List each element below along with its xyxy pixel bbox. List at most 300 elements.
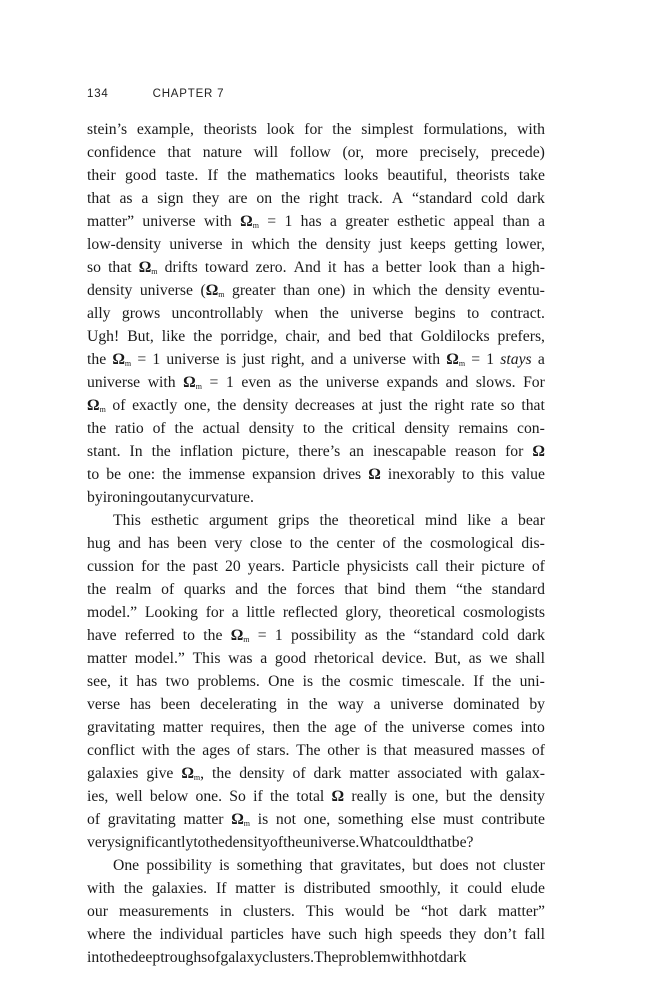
text-line (87, 325, 545, 348)
text: galaxies (87, 765, 139, 782)
text: slows. (475, 374, 516, 391)
text: to (466, 305, 480, 322)
word (231, 808, 250, 831)
word (242, 440, 289, 463)
word (473, 716, 513, 739)
word (538, 210, 545, 233)
text: have (87, 627, 117, 644)
text: verse (87, 696, 121, 713)
text: could (393, 834, 429, 851)
word (211, 716, 265, 739)
word (446, 785, 466, 808)
word (166, 670, 190, 693)
text: What (359, 834, 394, 851)
text-line (87, 555, 545, 578)
text: age (334, 719, 357, 736)
text: the (87, 351, 107, 368)
word (87, 141, 156, 164)
word (292, 555, 340, 578)
word (310, 532, 329, 555)
text: In (129, 443, 143, 460)
text: matter (87, 650, 128, 667)
text: The (296, 742, 321, 759)
text: critical (351, 420, 396, 437)
text: as (364, 627, 378, 644)
word (296, 578, 334, 601)
text: the (176, 742, 196, 759)
text: dominated (453, 696, 520, 713)
word (87, 233, 161, 256)
word (87, 693, 120, 716)
word (87, 601, 137, 624)
text: stant. (87, 443, 121, 460)
word (106, 463, 121, 486)
text-line (87, 946, 545, 969)
word (498, 325, 545, 348)
text: matter” (497, 903, 545, 920)
word (521, 532, 545, 555)
text: contract. (490, 305, 545, 322)
word (258, 624, 267, 647)
text: like (467, 512, 491, 529)
text: right (309, 190, 339, 207)
word (388, 463, 455, 486)
word (252, 463, 316, 486)
text: that (428, 834, 452, 851)
text: they (192, 190, 220, 207)
text: forces (296, 581, 335, 598)
word (87, 394, 106, 417)
word (130, 693, 151, 716)
text: problem (338, 949, 391, 966)
text: to (193, 834, 206, 851)
text: of (292, 765, 306, 782)
word (174, 417, 193, 440)
text: density (404, 420, 450, 437)
word (87, 164, 116, 187)
word (410, 233, 446, 256)
text: reason (455, 443, 497, 460)
word (165, 256, 198, 279)
word (116, 578, 152, 601)
text: the (193, 328, 213, 345)
text: rhetorical (313, 650, 375, 667)
word (87, 762, 138, 785)
text: a (329, 213, 337, 230)
text-line (87, 210, 545, 233)
text-line (87, 785, 545, 808)
text: than (463, 259, 491, 276)
text: with (412, 351, 441, 368)
text: is (284, 880, 295, 897)
text: the (319, 512, 339, 529)
text-line (87, 279, 545, 302)
word (326, 371, 379, 394)
text: requires, (210, 719, 265, 736)
text: greater (231, 282, 276, 299)
word (503, 210, 530, 233)
word (274, 302, 308, 325)
word (393, 831, 428, 854)
text: picture, (241, 443, 290, 460)
text: in (286, 696, 299, 713)
text: this (481, 466, 504, 483)
text-line (87, 624, 545, 647)
word (400, 923, 442, 946)
word (330, 210, 337, 233)
text: when (274, 305, 309, 322)
text: the (203, 627, 223, 644)
word (368, 463, 381, 486)
word (327, 739, 359, 762)
word (202, 417, 239, 440)
word (501, 509, 508, 532)
word (240, 210, 259, 233)
subscript: m (124, 359, 132, 368)
word (278, 509, 309, 532)
text: theorists (456, 167, 510, 184)
word (458, 417, 508, 440)
text: the (227, 167, 247, 184)
text-line (87, 417, 545, 440)
word (142, 739, 170, 762)
word (411, 808, 435, 831)
text: of (531, 742, 545, 759)
word (228, 187, 247, 210)
text: A (391, 190, 404, 207)
text: the (205, 834, 225, 851)
omega-symbol: Ω (231, 811, 244, 828)
text: And (293, 259, 321, 276)
word (275, 624, 283, 647)
text: theoretical (389, 604, 456, 621)
word (251, 233, 289, 256)
word (87, 256, 101, 279)
text: such (328, 926, 358, 943)
text: cosmologists (463, 604, 545, 621)
text: This (192, 650, 221, 667)
word (434, 394, 464, 417)
word (285, 325, 320, 348)
text: low-density (87, 236, 162, 253)
word (302, 831, 359, 854)
word (338, 946, 390, 969)
text: inflation (179, 443, 233, 460)
word (291, 923, 321, 946)
text-line (87, 601, 545, 624)
word (304, 877, 371, 900)
word (314, 946, 338, 969)
word (397, 762, 461, 785)
text: begins (414, 305, 456, 322)
text: years. (247, 558, 285, 575)
text: there’s (298, 443, 341, 460)
text: galaxies. (151, 880, 208, 897)
word (87, 877, 115, 900)
word (271, 348, 305, 371)
text: the (269, 788, 290, 805)
text: that (389, 328, 413, 345)
omega-symbol: Ω (181, 765, 194, 782)
subscript: m (195, 382, 202, 391)
word (395, 900, 410, 923)
word (87, 187, 111, 210)
text: Particle (291, 558, 340, 575)
text-line (87, 647, 545, 670)
word (125, 164, 156, 187)
word (425, 509, 457, 532)
word (137, 348, 146, 371)
text: they (449, 926, 477, 943)
word (409, 394, 428, 417)
text-line (87, 394, 545, 417)
word (443, 808, 474, 831)
text-line (87, 118, 545, 141)
text: be (106, 466, 122, 483)
text: the (87, 581, 107, 598)
text: masses (480, 742, 526, 759)
word (206, 601, 224, 624)
text: the (319, 305, 339, 322)
word (491, 302, 545, 325)
text: not (275, 811, 296, 828)
text-line (87, 900, 545, 923)
text: mathematics (255, 167, 335, 184)
word (225, 555, 241, 578)
word (193, 325, 212, 348)
word (146, 854, 211, 877)
text: = (267, 213, 277, 230)
word (87, 739, 135, 762)
word (340, 348, 347, 371)
text: density (224, 834, 271, 851)
text: for (304, 121, 323, 138)
text: with (390, 949, 419, 966)
word (386, 624, 405, 647)
word (137, 118, 194, 141)
text: But, (127, 328, 154, 345)
text: esthetic (397, 213, 446, 230)
text: the (162, 466, 182, 483)
word (373, 440, 446, 463)
text-line (87, 831, 545, 854)
word (203, 624, 222, 647)
text: has (343, 259, 365, 276)
text: matter” (87, 213, 135, 230)
word (87, 118, 127, 141)
word (517, 187, 545, 210)
text: beautiful, (387, 167, 448, 184)
text: of (382, 535, 396, 552)
word (116, 785, 143, 808)
word (122, 302, 160, 325)
text: and (445, 374, 469, 391)
word (387, 371, 438, 394)
omega-symbol: Ω (205, 282, 219, 299)
text: model.” (87, 604, 138, 621)
text: “standard (412, 190, 473, 207)
word (176, 739, 195, 762)
word (216, 877, 226, 900)
word (421, 900, 448, 923)
text: been (177, 535, 207, 552)
text: 1 (284, 213, 293, 230)
word (450, 877, 459, 900)
word (112, 348, 131, 371)
word (517, 118, 545, 141)
word (103, 486, 148, 509)
text: matter (162, 719, 203, 736)
word (520, 716, 544, 739)
subscript: m (243, 635, 250, 644)
text: If (215, 880, 227, 897)
text: is (366, 742, 377, 759)
word (181, 762, 204, 785)
text: grows (121, 305, 161, 322)
text: the (418, 282, 438, 299)
text-line (87, 371, 545, 394)
text: Looking (144, 604, 198, 621)
word (152, 877, 207, 900)
word (434, 647, 461, 670)
word (394, 785, 404, 808)
word (249, 417, 294, 440)
word (454, 233, 498, 256)
text: density (499, 788, 545, 805)
text: to (289, 535, 302, 552)
text: center (336, 535, 375, 552)
text-line (87, 348, 545, 371)
word (306, 900, 334, 923)
word (160, 946, 207, 969)
word (303, 417, 315, 440)
word (392, 187, 403, 210)
word (99, 946, 111, 969)
page-number: 134 (87, 88, 109, 100)
text: This (305, 903, 334, 920)
word (359, 325, 382, 348)
text-line (87, 509, 545, 532)
text-line (87, 854, 545, 877)
word (348, 187, 383, 210)
word (421, 325, 490, 348)
word (391, 946, 419, 969)
omega-symbol: Ω (183, 374, 196, 391)
word (511, 463, 545, 486)
word (209, 509, 268, 532)
word (467, 302, 479, 325)
word (151, 509, 199, 532)
text: for (505, 443, 524, 460)
text: the (283, 834, 303, 851)
text: just (379, 236, 402, 253)
text: For (523, 374, 545, 391)
word (250, 532, 282, 555)
word (328, 923, 357, 946)
text: physicists (346, 558, 409, 575)
word (481, 187, 508, 210)
word (518, 509, 545, 532)
word (184, 394, 211, 417)
text: smoothly, (379, 880, 441, 897)
text: sign (157, 190, 184, 207)
word (206, 831, 225, 854)
text-line (87, 670, 545, 693)
word (430, 532, 514, 555)
text: = (209, 374, 219, 391)
text: decelerating (200, 696, 277, 713)
text: “standard (413, 627, 474, 644)
text: bear (517, 512, 545, 529)
text: universe (87, 374, 141, 391)
word (237, 739, 250, 762)
word (87, 532, 111, 555)
word (256, 164, 335, 187)
text: as (278, 374, 292, 391)
word (423, 118, 507, 141)
text: in (87, 949, 100, 966)
text: has (136, 673, 158, 690)
word (345, 900, 384, 923)
word (225, 831, 270, 854)
text: the (309, 535, 329, 552)
text: nature (202, 144, 242, 161)
text: realm (115, 581, 152, 598)
word (226, 348, 236, 371)
text: exactly (132, 397, 178, 414)
word (219, 854, 229, 877)
text: (or, (342, 144, 365, 161)
text: has (300, 213, 322, 230)
word (418, 279, 437, 302)
text: curvature. (190, 489, 254, 506)
word (139, 256, 158, 279)
text: other (327, 742, 360, 759)
word (87, 716, 155, 739)
word (328, 256, 337, 279)
word (87, 463, 99, 486)
text: our (87, 903, 108, 920)
text: eventu- (497, 282, 545, 299)
word (242, 348, 265, 371)
word (500, 348, 531, 371)
word (532, 555, 545, 578)
text: has (129, 696, 151, 713)
text: it (449, 880, 459, 897)
text: high- (511, 259, 545, 276)
text: cold (481, 190, 509, 207)
word (501, 394, 515, 417)
word (308, 716, 327, 739)
word (202, 739, 230, 762)
word (273, 716, 300, 739)
text: 20 (225, 558, 241, 575)
text: dark (459, 903, 487, 920)
text: the (323, 420, 344, 437)
word (347, 555, 409, 578)
word (237, 854, 302, 877)
text: little (246, 604, 276, 621)
word (145, 601, 198, 624)
word (377, 578, 405, 601)
word (324, 417, 343, 440)
word (304, 808, 331, 831)
text: to (182, 627, 195, 644)
text: with (203, 213, 232, 230)
text: the (332, 121, 352, 138)
text: fall (524, 926, 545, 943)
text: their (445, 558, 475, 575)
